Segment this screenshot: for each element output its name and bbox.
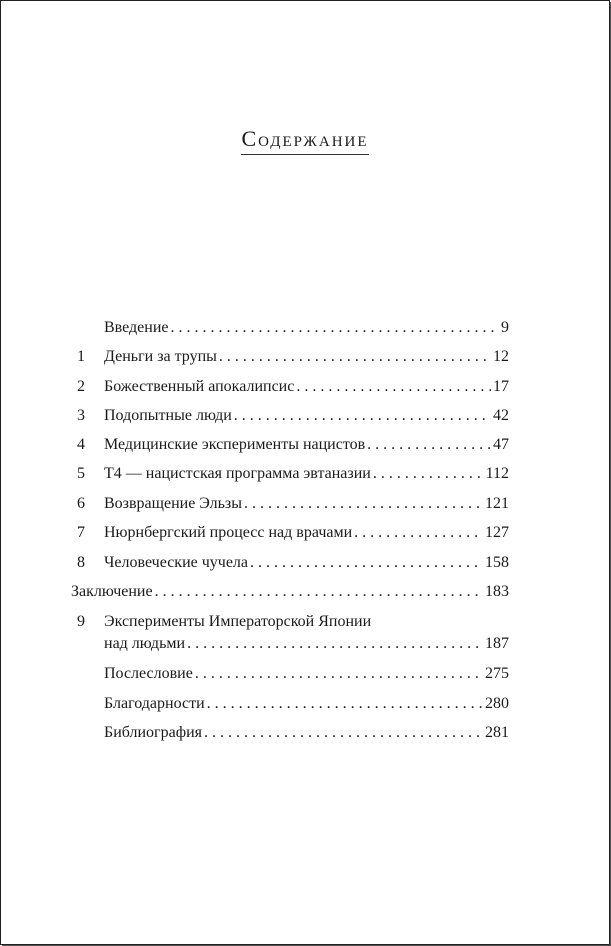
toc-entry <box>104 552 509 574</box>
dot-leader <box>195 663 483 685</box>
toc-page-number: 42 <box>493 407 509 424</box>
dot-leader <box>171 317 500 339</box>
toc-page-number: 121 <box>485 495 509 512</box>
toc-page-number: 187 <box>485 635 509 652</box>
toc-entry <box>104 633 509 655</box>
toc-row-bibliography[interactable] <box>1 722 609 744</box>
toc-entry <box>104 463 509 485</box>
toc-row-6[interactable] <box>1 493 609 515</box>
toc-row-4[interactable] <box>1 434 609 456</box>
title-text: Содержание <box>241 126 368 155</box>
page-title <box>1 126 609 152</box>
dot-leader <box>204 722 483 744</box>
toc-label: Эксперименты Императорской Японии <box>104 613 372 630</box>
toc-entry <box>104 434 509 456</box>
toc-entry <box>104 346 509 368</box>
toc-label: Послесловие <box>104 665 193 682</box>
toc-number: 3 <box>77 407 85 424</box>
toc-row-9[interactable] <box>1 611 609 633</box>
toc-entry <box>104 376 509 398</box>
toc-row-acknowledgements[interactable] <box>1 693 609 715</box>
toc-number: 6 <box>77 495 85 512</box>
dot-leader <box>207 693 483 715</box>
toc-row-afterword[interactable] <box>1 663 609 685</box>
toc-row-7[interactable] <box>1 522 609 544</box>
toc-label: Заключение <box>71 583 153 600</box>
toc-label: Введение <box>104 319 169 336</box>
dot-leader <box>219 346 491 368</box>
toc-page-number: 281 <box>485 724 509 741</box>
toc-row-9-continued[interactable] <box>1 633 609 655</box>
toc-page-number: 183 <box>485 583 509 600</box>
toc-entry <box>104 522 509 544</box>
toc-row-intro[interactable] <box>1 317 609 339</box>
toc-page-number: 17 <box>493 378 509 395</box>
toc-label: Божественный апокалипсис <box>104 378 295 395</box>
toc-number: 5 <box>77 465 85 482</box>
toc-label: Человеческие чучела <box>104 554 249 571</box>
dot-leader <box>250 552 483 574</box>
toc-label: Медицинские эксперименты нацистов <box>104 436 366 453</box>
toc-page-number: 127 <box>485 524 509 541</box>
toc-number: 7 <box>77 524 85 541</box>
dot-leader <box>354 522 483 544</box>
toc-number: 1 <box>77 348 85 365</box>
toc-row-3[interactable] <box>1 405 609 427</box>
toc-entry <box>104 493 509 515</box>
toc-entry <box>104 693 509 715</box>
toc-page-number: 158 <box>485 554 509 571</box>
toc-label: Т4 — нацистская программа эвтаназии <box>104 465 371 482</box>
toc-page-number: 47 <box>493 436 509 453</box>
toc-entry <box>104 663 509 685</box>
toc-label: Нюрнбергский процесс над врачами <box>104 524 353 541</box>
toc-label: Деньги за трупы <box>104 348 217 365</box>
dot-leader <box>155 581 483 603</box>
toc-number: 2 <box>77 378 85 395</box>
toc-row-conclusion[interactable] <box>1 581 609 603</box>
toc-page-number: 275 <box>485 665 509 682</box>
toc-label: над людьми <box>104 635 186 652</box>
toc-entry <box>104 722 509 744</box>
toc-page-number: 9 <box>501 319 509 336</box>
dot-leader <box>373 463 484 485</box>
toc-label: Благодарности <box>104 695 205 712</box>
toc-row-5[interactable] <box>1 463 609 485</box>
toc-number: 4 <box>77 436 85 453</box>
toc-entry <box>71 581 509 603</box>
toc-entry <box>104 405 509 427</box>
toc-page-number: 12 <box>493 348 509 365</box>
toc-page-number: 280 <box>485 695 509 712</box>
toc-entry <box>104 317 509 339</box>
toc-entry <box>104 611 509 633</box>
toc-page-number: 112 <box>485 465 509 482</box>
toc-number: 8 <box>77 554 85 571</box>
dot-leader <box>244 493 483 515</box>
toc-row-1[interactable] <box>1 346 609 368</box>
dot-leader <box>187 633 483 655</box>
toc-row-2[interactable] <box>1 376 609 398</box>
dot-leader <box>296 376 491 398</box>
toc-label: Библиография <box>104 724 202 741</box>
toc-row-8[interactable] <box>1 552 609 574</box>
toc-label: Подопытные люди <box>104 407 232 424</box>
dot-leader <box>367 434 491 456</box>
toc-label: Возвращение Эльзы <box>104 495 242 512</box>
dot-leader <box>234 405 491 427</box>
toc-number: 9 <box>77 613 85 630</box>
